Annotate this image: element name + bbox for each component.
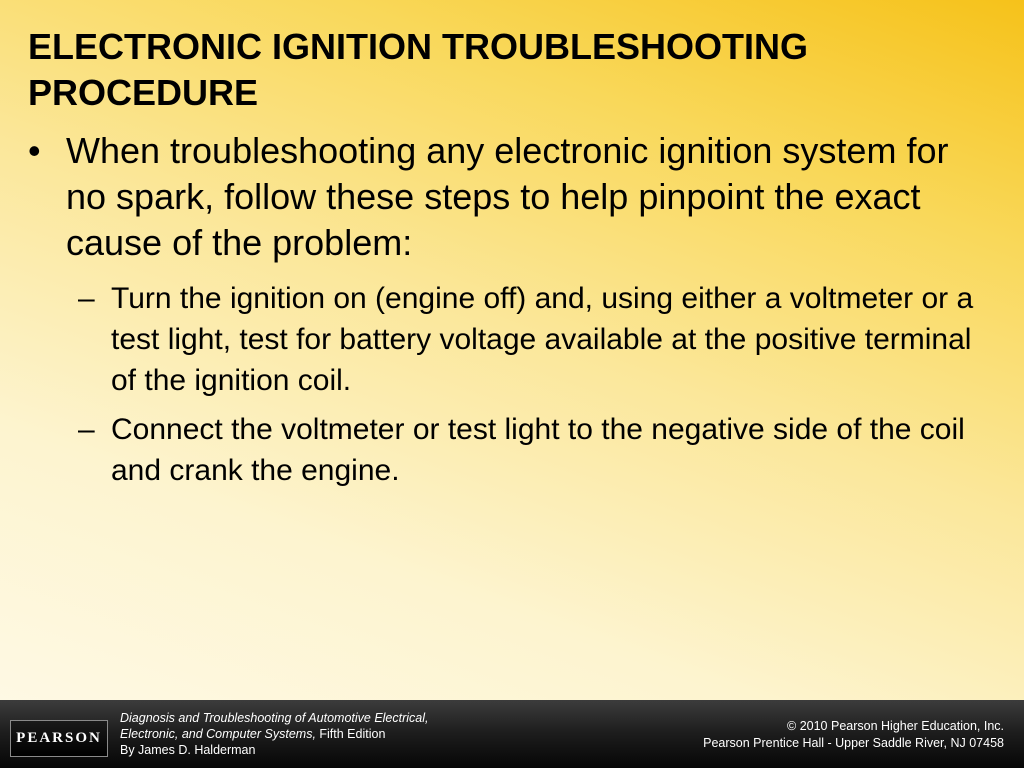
main-bullet bbox=[28, 128, 998, 266]
pearson-logo: PEARSON bbox=[10, 720, 108, 757]
slide-title-line2: PROCEDURE bbox=[28, 72, 259, 113]
main-bullet-text: When troubleshooting any electronic ignition system for no spark, follow these steps to help pinpoint the exact cause of the problem: bbox=[66, 130, 949, 263]
book-author: By James D. Halderman bbox=[120, 743, 256, 757]
sub-bullet-2 bbox=[78, 409, 978, 491]
footer-bar bbox=[0, 700, 1024, 768]
copyright-line1: © 2010 Pearson Higher Education, Inc. bbox=[787, 719, 1004, 733]
book-title-line2: Electronic, and Computer Systems, bbox=[120, 727, 316, 741]
sub-bullet-text: Turn the ignition on (engine off) and, using either a voltmeter or a test light, test for battery voltage available at the positive terminal of the ignition coil. bbox=[111, 282, 974, 397]
sub-bullet-text: Connect the voltmeter or test light to the negative side of the coil and crank the engine. bbox=[111, 413, 965, 487]
copyright-line2: Pearson Prentice Hall - Upper Saddle River, NJ 07458 bbox=[703, 736, 1004, 750]
sub-bullet-1 bbox=[78, 278, 978, 401]
sub-bullet-marker: – bbox=[78, 413, 95, 446]
book-edition: Fifth Edition bbox=[315, 727, 386, 741]
copyright-notice bbox=[584, 718, 1004, 752]
slide-title-line1: ELECTRONIC IGNITION TROUBLESHOOTING bbox=[28, 26, 808, 67]
bullet-marker: • bbox=[28, 130, 41, 171]
book-title-line1: Diagnosis and Troubleshooting of Automotive Electrical, bbox=[120, 711, 429, 725]
book-info bbox=[120, 710, 540, 758]
slide-title bbox=[28, 24, 988, 116]
sub-bullet-marker: – bbox=[78, 282, 95, 315]
